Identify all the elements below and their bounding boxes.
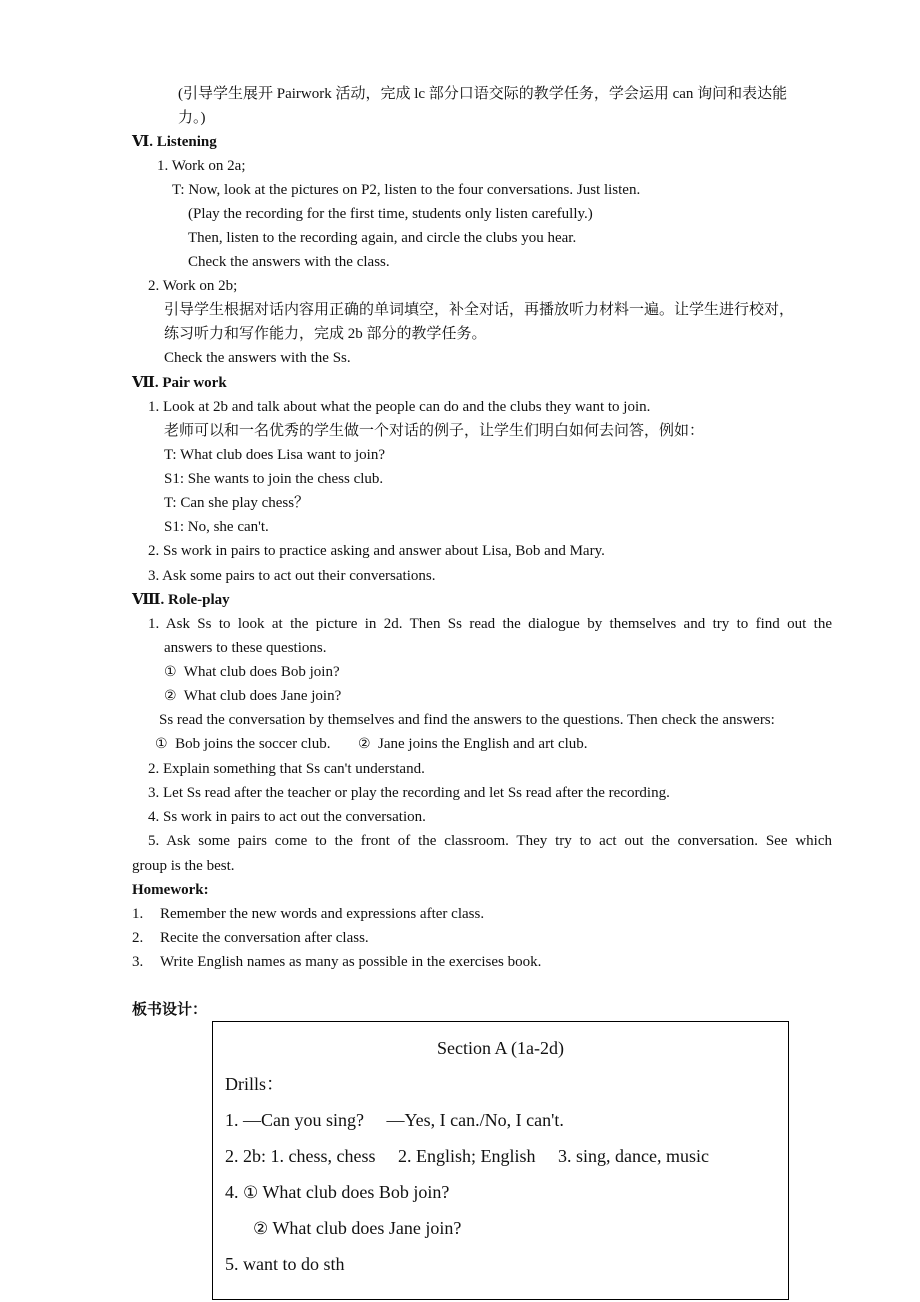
homework-item-number: 2.	[132, 930, 144, 946]
circled-two-marker: ②	[357, 736, 371, 752]
board-line-4b	[253, 1216, 461, 1241]
roleplay-answer-1: Bob joins the soccer club.	[175, 736, 331, 752]
listening-play-note: (Play the recording for the first time, students only listen carefully.)	[188, 206, 593, 222]
board-line-4-number: 4.	[225, 1182, 239, 1202]
listening-item-1: 1. Work on 2a;	[157, 158, 246, 174]
roleplay-item-2: 2. Explain something that Ss can't understand.	[148, 761, 425, 777]
roleplay-question-1	[164, 662, 340, 682]
pairwork-chinese: 老师可以和一名优秀的学生做一个对话的例子，让学生们明白如何去问答，例如：	[164, 423, 705, 439]
board-line-5: 5. want to do sth	[225, 1254, 345, 1274]
roleplay-item-1a: 1. Ask Ss to look at the picture in 2d. Then Ss read the dialogue by themselves and try to find out the	[148, 616, 832, 632]
homework-item-number: 1.	[132, 906, 144, 922]
listening-item-2: 2. Work on 2b;	[148, 278, 238, 294]
circled-one-marker: ①	[155, 736, 168, 752]
homework-item	[132, 928, 369, 948]
listening-chinese-2: 练习听力和写作能力，完成 2b 部分的教学任务。	[164, 326, 487, 342]
circled-two-marker: ②	[164, 688, 177, 704]
homework-heading: Homework:	[132, 882, 209, 898]
board-design-heading: 板书设计：	[132, 1002, 208, 1018]
roleplay-item-3: 3. Let Ss read after the teacher or play the recording and let Ss read after the recording.	[148, 785, 670, 801]
circled-one-marker: ①	[164, 664, 177, 680]
roleplay-heading: Ⅷ. Role-play	[132, 592, 230, 608]
listening-heading: Ⅵ. Listening	[132, 134, 217, 150]
roleplay-question-1-text: What club does Bob join?	[183, 664, 340, 680]
homework-item	[132, 952, 541, 972]
board-line-2: 2. 2b: 1. chess, chess 2. English; English 3. sing, dance, music	[225, 1146, 709, 1166]
listening-check-2: Check the answers with the Ss.	[164, 350, 351, 366]
intro-line-1: (引导学生展开 Pairwork 活动，完成 lc 部分口语交际的教学任务，学会运用 can 询问和表达能	[178, 86, 788, 102]
board-line-4-text: What club does Bob join?	[262, 1182, 450, 1202]
pairwork-heading: Ⅶ. Pair work	[132, 375, 227, 391]
pairwork-item-1: 1. Look at 2b and talk about what the people can do and the clubs they want to join.	[148, 399, 651, 415]
pairwork-dialogue-2: S1: She wants to join the chess club.	[164, 471, 384, 487]
homework-item-text: Write English names as many as possible in the exercises book.	[160, 954, 542, 970]
listening-then-line: Then, listen to the recording again, and circle the clubs you hear.	[188, 230, 577, 246]
pairwork-dialogue-3: T: Can she play chess？	[164, 495, 310, 511]
listening-chinese-1: 引导学生根据对话内容用正确的单词填空，补全对话，再播放听力材料一遍。让学生进行校对，	[164, 302, 795, 318]
listening-check-line: Check the answers with the class.	[188, 254, 390, 270]
board-line-4b-text: What club does Jane join?	[272, 1218, 462, 1238]
listening-teacher-line: T: Now, look at the pictures on P2, listen to the four conversations. Just listen.	[172, 182, 641, 198]
pairwork-item-2: 2. Ss work in pairs to practice asking and answer about Lisa, Bob and Mary.	[148, 543, 605, 559]
homework-item-text: Recite the conversation after class.	[160, 930, 369, 946]
homework-item-number: 3.	[132, 954, 144, 970]
roleplay-item-4: 4. Ss work in pairs to act out the conversation.	[148, 809, 426, 825]
roleplay-answer-2: Jane joins the English and art club.	[378, 736, 588, 752]
circled-two-marker: ②	[253, 1219, 269, 1239]
roleplay-item-5b: group is the best.	[132, 858, 235, 874]
roleplay-answers	[155, 734, 588, 754]
circled-one-marker: ①	[243, 1183, 259, 1203]
homework-item	[132, 904, 484, 924]
board-line-4	[225, 1180, 449, 1205]
pairwork-item-3: 3. Ask some pairs to act out their conversations.	[148, 568, 436, 584]
roleplay-item-1b: answers to these questions.	[164, 640, 327, 656]
board-design-box	[212, 1021, 789, 1300]
roleplay-ss-read: Ss read the conversation by themselves and find the answers to the questions. Then check the answers:	[159, 712, 775, 728]
roleplay-question-2	[164, 686, 341, 706]
intro-line-2: 力。)	[178, 110, 206, 126]
homework-item-text: Remember the new words and expressions after class.	[160, 906, 485, 922]
roleplay-item-5a: 5. Ask some pairs come to the front of the classroom. They try to act out the conversation. See which	[148, 833, 832, 849]
roleplay-question-2-text: What club does Jane join?	[183, 688, 342, 704]
pairwork-dialogue-1: T: What club does Lisa want to join?	[164, 447, 386, 463]
board-line-1: 1. —Can you sing? —Yes, I can./No, I can't.	[225, 1110, 564, 1130]
board-title: Section A (1a-2d)	[437, 1038, 564, 1058]
board-drills-label: Drills：	[225, 1074, 285, 1094]
pairwork-dialogue-4: S1: No, she can't.	[164, 519, 269, 535]
